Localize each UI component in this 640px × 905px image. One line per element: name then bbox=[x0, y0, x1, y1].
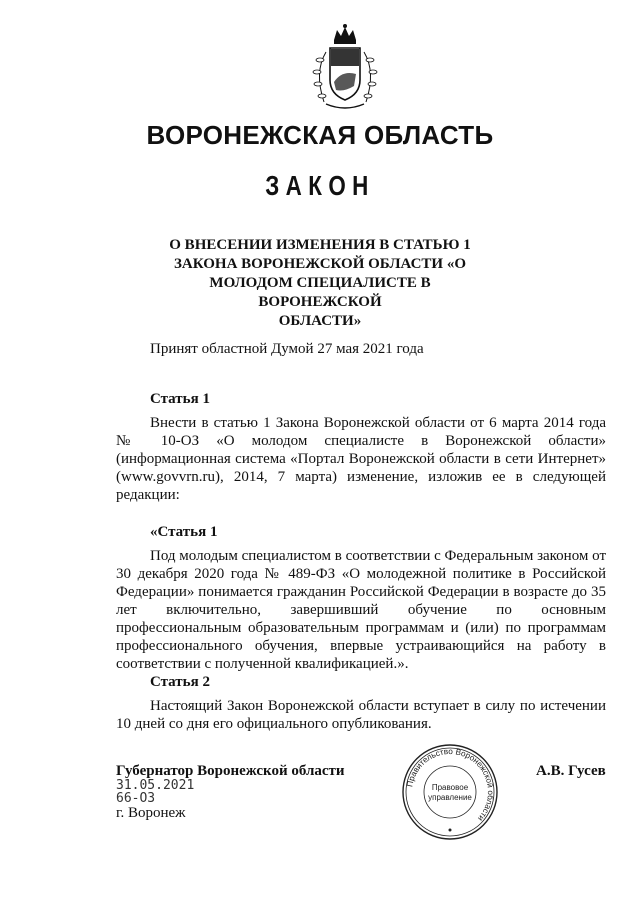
law-number: 66-ОЗ bbox=[116, 791, 156, 806]
article-1-text: Внести в статью 1 Закона Воронежской области от 6 марта 2014 года № 10-ОЗ «О молодом специалисте в Воронежской области» (информационная система «Портал Воронежской области в сети Интернет» (www.govvrn.ru), 2014, 7 марта) изменение, изложив ее в следующей редакции: bbox=[116, 415, 606, 503]
document-type-heading: ЗАКОН bbox=[265, 170, 375, 201]
law-subject-line: МОЛОДОМ СПЕЦИАЛИСТЕ В ВОРОНЕЖСКОЙ bbox=[209, 275, 431, 310]
law-subject-line: О ВНЕСЕНИИ ИЗМЕНЕНИЯ В СТАТЬЮ 1 bbox=[169, 237, 471, 253]
stamp-inner-line: управление bbox=[428, 793, 472, 802]
quoted-article-text: Под молодым специалистом в соответствии с Федеральным законом от 30 декабря 2020 года № 489-ФЗ «О молодежной политике в Российской Федерации» понимается гражданин Российской Федерации в возрасте до 35 лет включительно, завершивший обучение по основным профессиональным образовательным программам и (или) по программам профессионального обучения, впервые устраивающийся на работу в соответствии с полученной квалификацией.». bbox=[116, 548, 607, 672]
law-date: 31.05.2021 bbox=[116, 778, 195, 793]
adoption-note: Принят областной Думой 27 мая 2021 года bbox=[150, 341, 424, 357]
region-heading: ВОРОНЕЖСКАЯ ОБЛАСТЬ bbox=[146, 120, 494, 150]
coat-of-arms-icon bbox=[304, 22, 386, 114]
stamp-inner-line: Правовое bbox=[431, 783, 469, 792]
article-2-title: Статья 2 bbox=[150, 674, 210, 690]
article-2-text: Настоящий Закон Воронежской области вступает в силу по истечении 10 дней со дня его официального опубликования. bbox=[116, 698, 606, 732]
signatory-position: Губернатор Воронежской области bbox=[116, 763, 345, 779]
law-subject-line: ОБЛАСТИ» bbox=[278, 313, 362, 329]
stamp-outer-text: Правительство Воронежской области bbox=[405, 746, 496, 823]
signatory-name: А.В. Гусев bbox=[536, 763, 606, 779]
quoted-article-title: «Статья 1 bbox=[150, 524, 218, 540]
law-subject-line: ЗАКОНА ВОРОНЕЖСКОЙ ОБЛАСТИ «О bbox=[173, 256, 467, 272]
stamp-seal-icon bbox=[400, 742, 500, 842]
law-subject bbox=[150, 236, 490, 331]
article-1-title: Статья 1 bbox=[150, 391, 210, 407]
law-place: г. Воронеж bbox=[116, 805, 186, 821]
